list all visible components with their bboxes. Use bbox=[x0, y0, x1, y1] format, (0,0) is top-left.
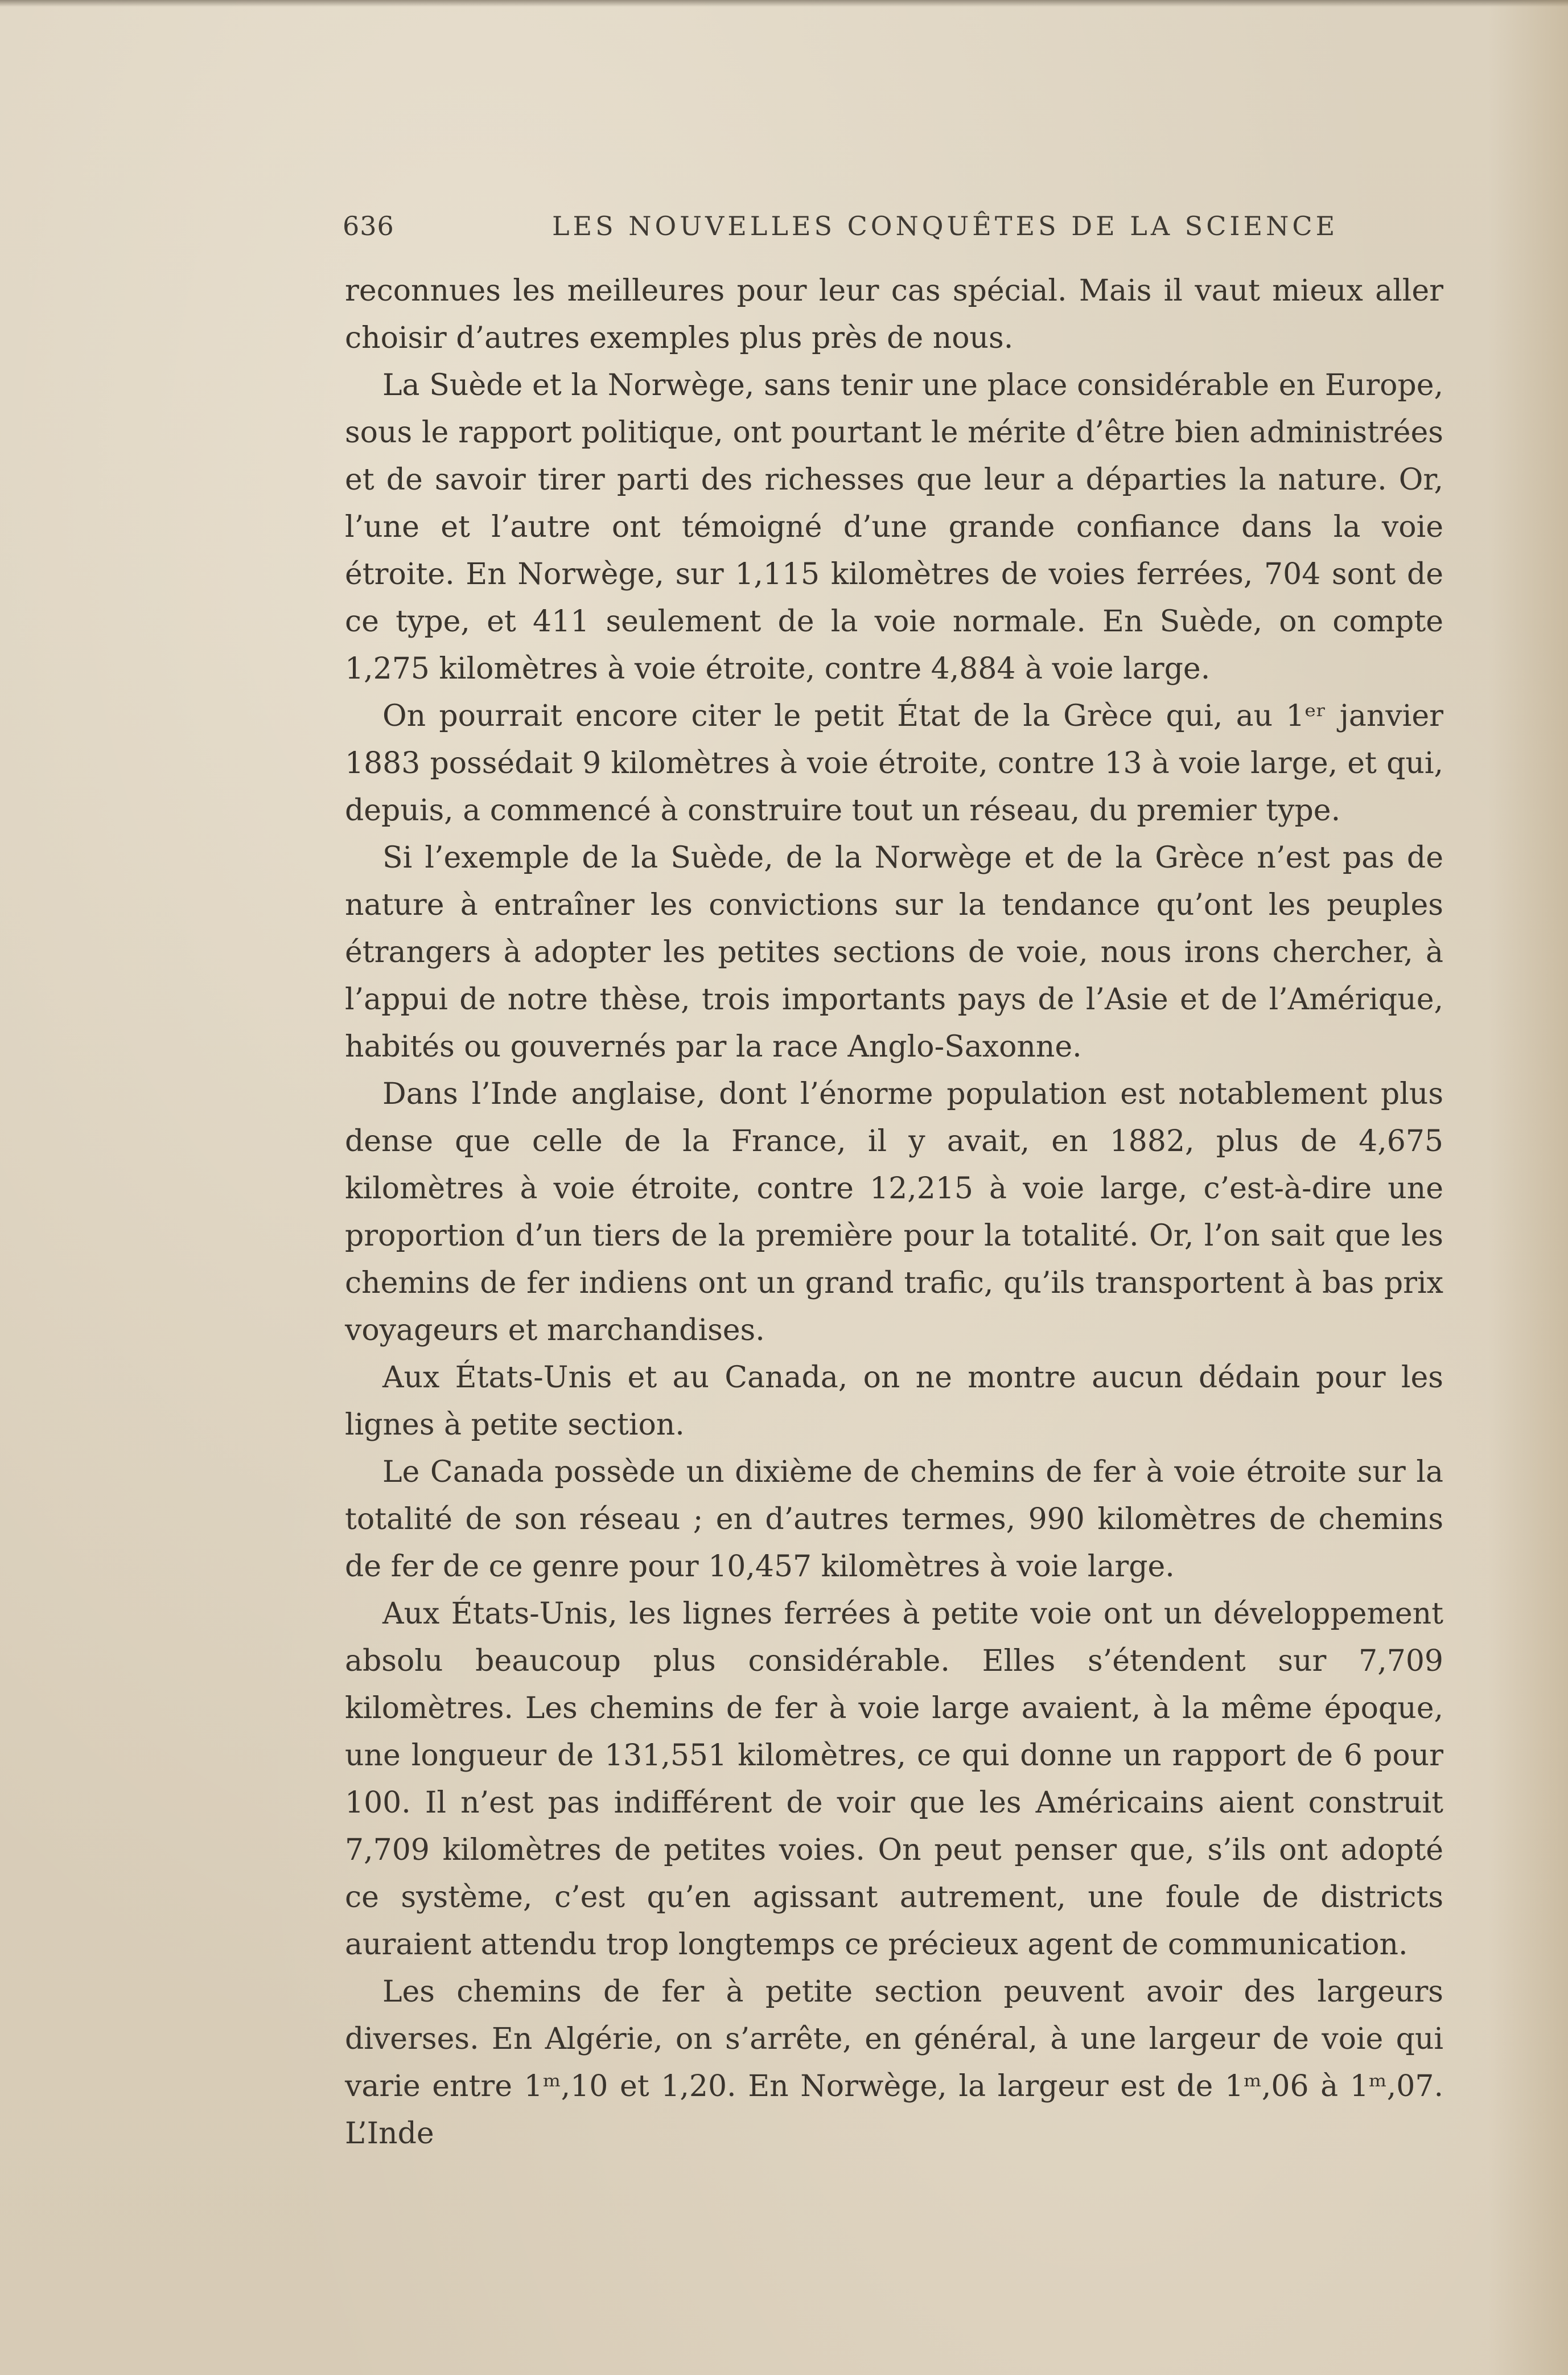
page-edge-stain bbox=[1488, 0, 1568, 2375]
paragraph-4: Si l’exemple de la Suède, de la Norwège et de la Grèce n’est pas de nature à entraîner les convictions sur la tendance qu’ont les peuples étrangers à adopter les petites sections de voie, nous irons chercher, à l’appui de notre thèse, trois importants pays de l’Asie et de l’Amérique, habités ou gouvernés par la race Anglo-Saxonne. bbox=[345, 841, 1443, 1064]
paragraph-1: reconnues les meilleures pour leur cas spécial. Mais il vaut mieux aller choisir d’autres exemples plus près de nous. bbox=[345, 274, 1443, 355]
running-header bbox=[343, 211, 1339, 250]
page-top-edge bbox=[0, 0, 1568, 7]
body-text bbox=[345, 268, 1443, 2158]
paragraph-2: La Suède et la Norwège, sans tenir une place considérable en Europe, sous le rapport politique, ont pourtant le mérite d’être bien administrées et de savoir tirer parti des richesses que leur a départies la nature. Or, l’une et l’autre ont témoigné d’une grande confiance dans la voie étroite. En Norwège, sur 1,115 kilomètres de voies ferrées, 704 sont de ce type, et 411 seulement de la voie normale. En Suède, on compte 1,275 kilomètres à voie étroite, contre 4,884 à voie large. bbox=[345, 368, 1443, 686]
paragraph-5: Dans l’Inde anglaise, dont l’énorme population est notablement plus dense que celle de la France, il y avait, en 1882, plus de 4,675 kilomètres à voie étroite, contre 12,215 à voie large, c’est-à-dire une proportion d’un tiers de la première pour la totalité. Or, l’on sait que les chemins de fer indiens ont un grand trafic, qu’ils transportent à bas prix voyageurs et marchandises. bbox=[345, 1077, 1443, 1347]
running-title: LES NOUVELLES CONQUÊTES DE LA SCIENCE bbox=[552, 211, 1339, 241]
paragraph-8: Aux États-Unis, les lignes ferrées à petite voie ont un développement absolu beaucoup plus considérable. Elles s’étendent sur 7,709 kilomètres. Les chemins de fer à voie large avaient, à la même époque, une longueur de 131,551 kilomètres, ce qui donne un rapport de 6 pour 100. Il n’est pas indifférent de voir que les Américains aient construit 7,709 kilomètres de petites voies. On peut penser que, s’ils ont adopté ce système, c’est qu’en agissant autrement, une foule de districts auraient attendu trop longtemps ce précieux agent de communication. bbox=[345, 1597, 1443, 1962]
page-number: 636 bbox=[343, 211, 394, 241]
paragraph-3: On pourrait encore citer le petit État de la Grèce qui, au 1ᵉʳ janvier 1883 possédait 9 kilomètres à voie étroite, contre 13 à voie large, et qui, depuis, a commencé à construire tout un réseau, du premier type. bbox=[345, 699, 1443, 828]
paragraph-9: Les chemins de fer à petite section peuvent avoir des largeurs diverses. En Algérie, on s’arrête, en général, à une largeur de voie qui varie entre 1ᵐ,10 et 1,20. En Norwège, la largeur est de 1ᵐ,06 à 1ᵐ,07. L’Inde bbox=[345, 1975, 1443, 2151]
paragraph-7: Le Canada possède un dixième de chemins de fer à voie étroite sur la totalité de son réseau ; en d’autres termes, 990 kilomètres de chemins de fer de ce genre pour 10,457 kilomètres à voie large. bbox=[345, 1455, 1443, 1584]
paragraph-6: Aux États-Unis et au Canada, on ne montre aucun dédain pour les lignes à petite section. bbox=[345, 1361, 1443, 1442]
